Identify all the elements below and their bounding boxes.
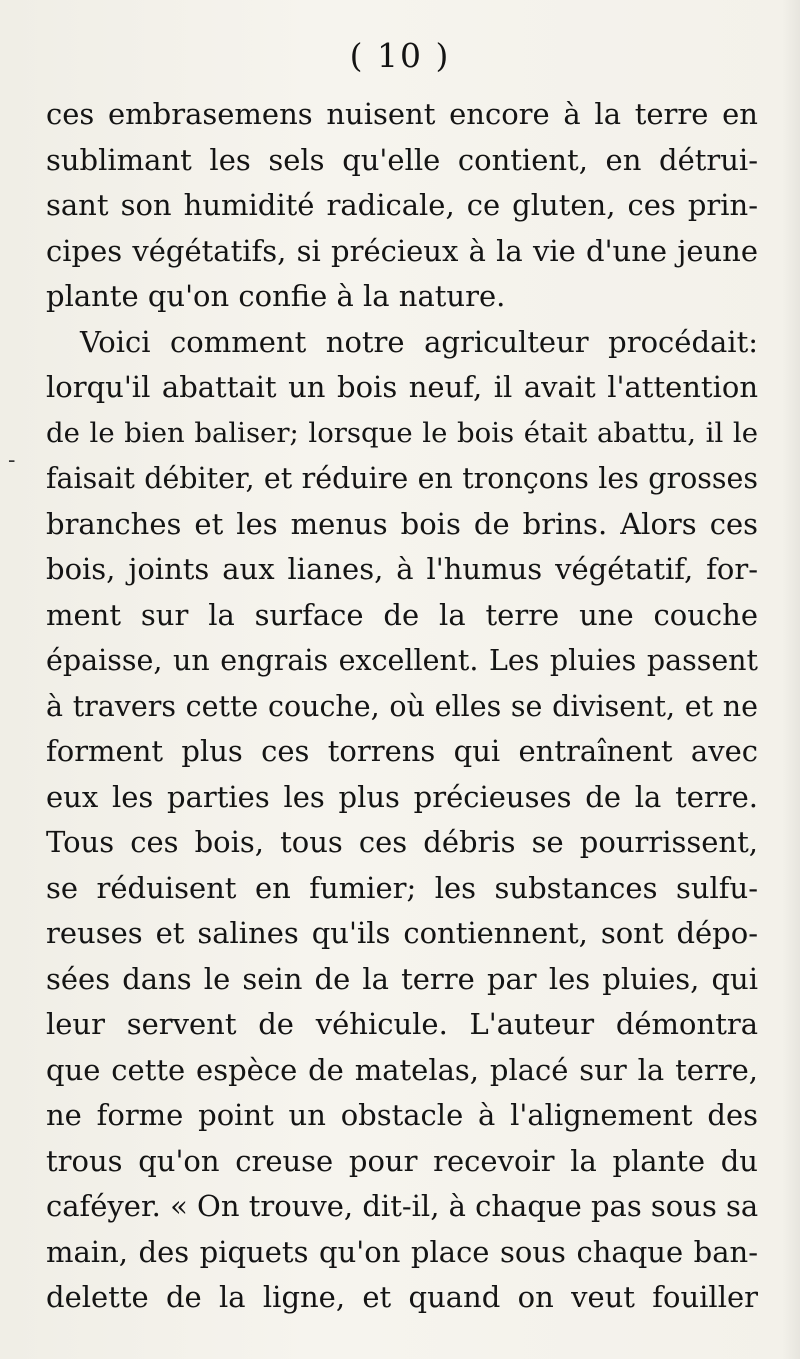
body-text (46, 92, 758, 1321)
text-line: ces embrasemens nuisent encore à la terre en (46, 97, 758, 131)
text-line: faisait débiter, et réduire en tronçons les grosses (46, 462, 758, 495)
text-line: delette de la ligne, et quand on veut fouiller (46, 1280, 758, 1314)
text-line: lorqu'il abattait un bois neuf, il avait l'attention (46, 370, 758, 404)
text-line: eux les parties les plus précieuses de la terre. (46, 779, 758, 814)
text-line: ne forme point un obstacle à l'alignement des (46, 1098, 758, 1132)
text-line: bois, joints aux lianes, à l'humus végétatif, for- (46, 552, 758, 586)
text-line: Tous ces bois, tous ces débris se pourrissent, (46, 825, 758, 859)
text-line: sées dans le sein de la terre par les pluies, qui (46, 961, 758, 996)
text-line: forment plus ces torrens qui entraînent avec (46, 734, 758, 768)
text-line: à travers cette couche, où elles se divisent, et ne (46, 689, 758, 723)
text-line: sant son humidité radicale, ce gluten, ces prin- (46, 188, 758, 222)
text-line: caféyer. « On trouve, dit-il, à chaque pas sous sa (46, 1189, 759, 1223)
text-line: cipes végétatifs, si précieux à la vie d'une jeune (46, 233, 758, 268)
text-line: sublimant les sels qu'elle contient, en détrui- (46, 142, 758, 177)
text-line: reuses et salines qu'ils contiennent, sont dépo- (46, 916, 758, 950)
text-line: trous qu'on creuse pour recevoir la plante du (46, 1143, 758, 1178)
text-line: plante qu'on confie à la nature. (46, 279, 506, 313)
text-line: de le bien baliser; lorsque le bois était abattu, il le (46, 416, 758, 449)
text-line: leur servent de véhicule. L'auteur démontra (46, 1007, 758, 1041)
margin-mark: - (8, 448, 16, 473)
page-number: ( 10 ) (349, 36, 451, 75)
text-line: épaisse, un engrais excellent. Les pluies passent (46, 644, 758, 677)
text-line: main, des piquets qu'on place sous chaque ban- (46, 1234, 758, 1269)
text-line: ment sur la surface de la terre une couche (46, 597, 758, 632)
text-line: se réduisent en fumier; les substances sulfu- (46, 870, 758, 905)
text-line: Voici comment notre agriculteur procédait: (80, 324, 758, 359)
text-line: que cette espèce de matelas, placé sur la terre, (46, 1052, 758, 1087)
text-line: branches et les menus bois de brins. Alors ces (46, 506, 758, 541)
page-edge-shadow (782, 0, 800, 1359)
